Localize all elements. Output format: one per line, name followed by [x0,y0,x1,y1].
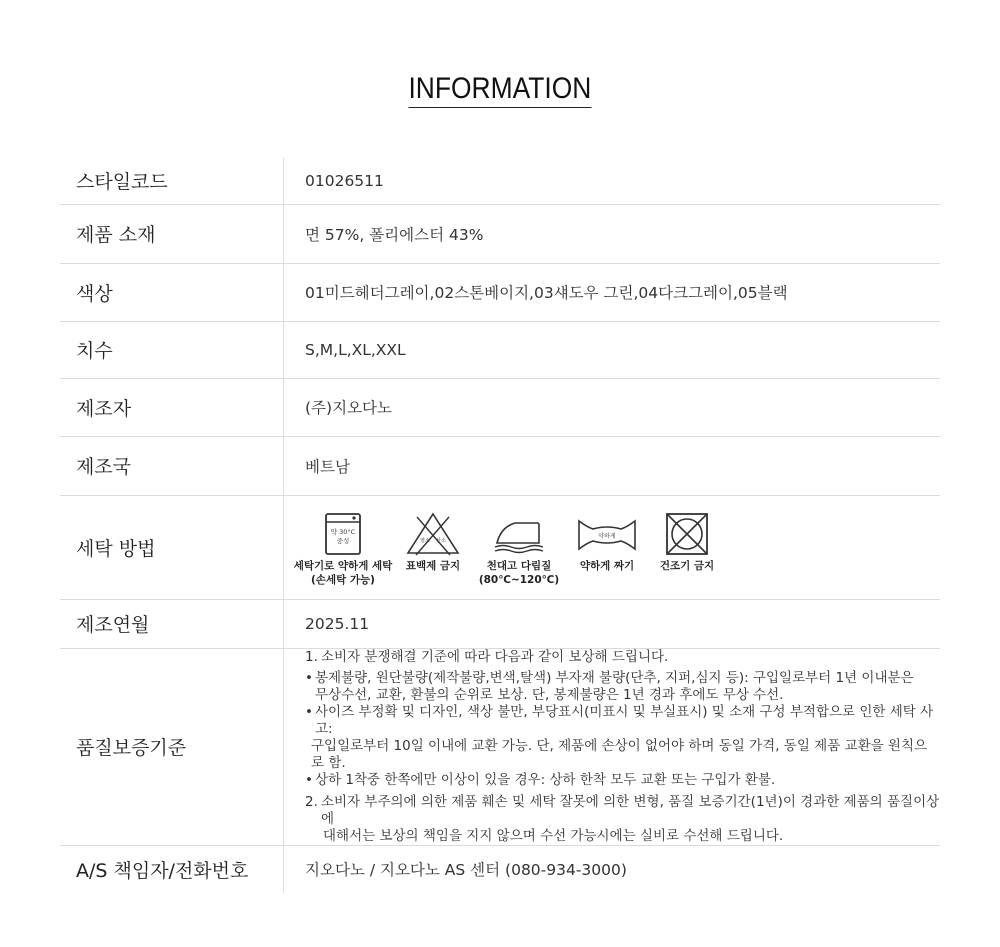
no-tumble-dry-icon [664,511,710,557]
no-bleach-icon [405,511,461,557]
bullet-2-line-b: 구입일로부터 10일 이내에 교환 가능. 단, 제품에 손상이 없어야 하며 동일 가격, 동일 제품 교환을 원칙으로 함. [311,737,928,771]
table-row-as [60,845,940,893]
material-label: 제품 소재 [60,204,284,263]
wash-caption-line1: 세탁기로 약하게 세탁 [293,560,393,572]
iron-caption [479,559,559,587]
bullet-2-line-a: 사이즈 부정확 및 디자인, 색상 불만, 부당표시(미표시 및 부실표시) 및 소재 구성 부적합으로 인한 세탁 사고: [315,703,934,737]
bullet-3: • [305,771,313,788]
care-item-wash [293,511,393,587]
dry-caption [660,559,714,573]
quality-bullet-2 [305,704,940,772]
wring-inner: 약하게 [598,533,616,540]
size-value: S,M,L,XL,XXL [305,340,406,359]
quality-text-2b: 대해서는 보상의 책임을 지지 않으며 수선 가능시에는 실비로 수선해 드립니다. [323,827,784,844]
dry-caption-line1: 건조기 금지 [659,560,715,572]
table-row-color [60,263,940,321]
country-value: 베트남 [305,457,350,476]
info-table [60,158,940,893]
bullet-2: • [305,703,313,720]
size-label: 치수 [60,321,284,378]
wash-inner-neutral: 중성 [336,537,350,545]
quality-value [284,648,941,845]
bleach-caption [406,559,460,573]
color-value: 01미드헤더그레이,02스톤베이지,03섀도우 그린,04다크그레이,05블랙 [305,284,788,302]
iron-cloth-icon [487,511,551,557]
quality-label: 품질보증기준 [60,648,284,845]
care-item-dry [649,511,725,573]
quality-bullet-1 [305,670,940,704]
bullet-3-line: 상하 1착중 한쪽에만 이상이 있을 경우: 상하 한착 모두 교환 또는 구입가 환불. [315,771,776,788]
wring-caption [580,559,634,573]
wring-caption-line1: 약하게 짜기 [579,560,635,572]
wash-caption [294,559,393,587]
table-row-country [60,436,940,495]
bleach-caption-line1: 표백제 금지 [405,560,461,572]
color-label: 색상 [60,263,284,321]
as-label: A/S 책임자/전화번호 [60,845,284,893]
bullet-1: • [305,669,313,686]
care-item-iron [473,511,565,587]
washing-value [284,495,941,599]
bleach-inner-oxygen: 산소 [436,538,446,544]
washing-label: 세탁 방법 [60,495,284,599]
page-title-wrap [0,72,1000,108]
table-row-size [60,321,940,378]
care-item-bleach [393,511,473,573]
page-title: INFORMATION [409,72,592,108]
table-row-washing [60,495,940,599]
country-label: 제조국 [60,436,284,495]
quality-text [305,649,940,845]
bullet-1-line-b: 무상수선, 교환, 환불의 순위로 보상. 단, 봉제불량은 1년 경과 후에도 무상 수선. [315,686,784,703]
maker-label: 제조자 [60,378,284,436]
care-item-wring [565,511,649,573]
style-code-label: 스타일코드 [60,158,284,204]
as-value: 지오다노 / 지오다노 AS 센터 (080-934-3000) [305,861,627,880]
quality-text-2a: 소비자 부주의에 의한 제품 훼손 및 세탁 잘못에 의한 변형, 품질 보증기간(1년)이 경과한 제품의 품질이상에 [321,793,940,827]
bleach-inner-chlorine: 염소 [420,538,430,544]
material-value: 면 57%, 폴리에스터 43% [305,225,484,244]
washing-machine-30c-icon [323,511,363,557]
table-row-material [60,204,940,263]
date-label: 제조연월 [60,599,284,648]
wash-caption-line2: (손세탁 가능) [311,574,375,586]
gentle-wring-icon [575,511,639,557]
table-row-style-code [60,158,940,204]
iron-caption-line2: (80℃~120℃) [478,574,560,586]
table-row-quality [60,648,940,845]
quality-bullet-3 [305,772,940,789]
bullet-1-line-a: 봉제불량, 원단불량(제작불량,변색,탈색) 부자재 불량(단추, 지퍼,심지 등): 구입일로부터 1년 이내분은 [315,669,914,686]
wash-inner-temp: 약 30°C [330,528,356,536]
quality-text-1: 소비자 분쟁해결 기준에 따라 다음과 같이 보상해 드립니다. [321,648,669,665]
care-icons [293,507,940,587]
quality-item-2 [305,794,940,845]
iron-caption-line1: 천대고 다림질 [486,560,552,572]
style-code-value: 01026511 [305,171,384,190]
quality-num-2: 2. [305,793,318,810]
quality-num-1: 1. [305,648,318,665]
table-row-date [60,599,940,648]
date-value: 2025.11 [305,614,370,633]
maker-value: (주)지오다노 [305,399,392,417]
table-row-maker [60,378,940,436]
quality-item-1 [305,649,940,666]
